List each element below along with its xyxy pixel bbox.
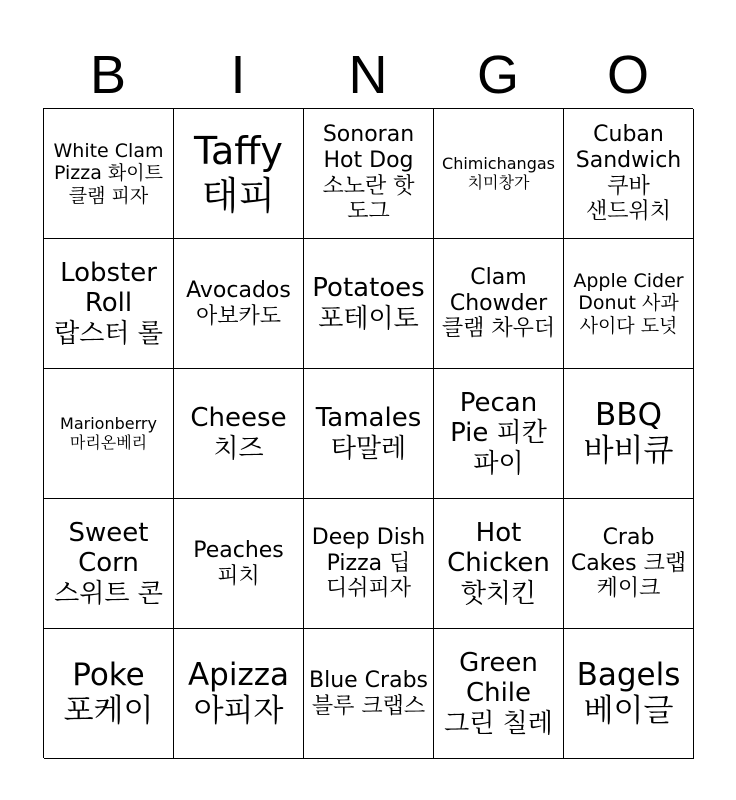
cell-label: Apizza 아피자 <box>187 656 290 729</box>
cell-label: Cuban Sandwich 쿠바 샌드위치 <box>575 122 682 225</box>
bingo-cell[interactable] <box>44 499 174 629</box>
cell-label: Hot Chicken 핫치킨 <box>447 518 550 609</box>
cell-label: Sweet Corn 스위트 콘 <box>54 518 163 609</box>
cell-label: Green Chile 그린 칠레 <box>444 648 553 739</box>
cell-label: Tamales 타말레 <box>315 403 422 464</box>
bingo-cell[interactable] <box>564 239 694 369</box>
bingo-cell[interactable] <box>44 369 174 499</box>
bingo-cell[interactable] <box>304 629 434 759</box>
cell-label: Taffy 태피 <box>194 129 283 218</box>
cell-label: Apple Cider Donut 사과 사이다 도넛 <box>573 270 684 337</box>
cell-label: Peaches 피치 <box>193 537 284 589</box>
cell-label: Poke 포케이 <box>63 656 154 729</box>
bingo-cell[interactable] <box>434 239 564 369</box>
cell-label: Bagels 베이글 <box>576 656 681 729</box>
bingo-cell[interactable] <box>564 499 694 629</box>
cell-label: Avocados 아보카도 <box>186 277 291 329</box>
header-letter-b: B <box>89 45 127 105</box>
bingo-cell[interactable] <box>304 499 434 629</box>
cell-label: Chimichangas 치미창가 <box>442 153 555 192</box>
bingo-cell[interactable] <box>304 239 434 369</box>
header-letter-i: I <box>230 45 246 105</box>
cell-label: Marionberry 마리온베리 <box>60 413 157 452</box>
bingo-cell[interactable] <box>304 369 434 499</box>
cell-label: Pecan Pie 피칸 파이 <box>450 388 547 479</box>
bingo-board <box>43 108 693 758</box>
header-letter-g: G <box>476 45 519 105</box>
bingo-cell[interactable] <box>304 109 434 239</box>
bingo-cell[interactable] <box>174 109 304 239</box>
header-letter-o: O <box>606 45 649 105</box>
bingo-cell[interactable] <box>434 109 564 239</box>
cell-label: White Clam Pizza 화이트 클램 피자 <box>53 140 164 207</box>
cell-label: Crab Cakes 크랩 케이크 <box>570 525 687 602</box>
bingo-cell[interactable] <box>174 239 304 369</box>
bingo-cell[interactable] <box>174 499 304 629</box>
bingo-cell[interactable] <box>434 499 564 629</box>
bingo-cell[interactable] <box>44 629 174 759</box>
bingo-cell[interactable] <box>434 629 564 759</box>
bingo-header <box>43 44 693 106</box>
cell-label: Potatoes 포테이토 <box>312 273 425 334</box>
bingo-cell[interactable] <box>174 629 304 759</box>
bingo-cell[interactable] <box>564 369 694 499</box>
cell-label: Lobster Roll 랍스터 롤 <box>54 258 163 349</box>
cell-label: Blue Crabs 블루 크랩스 <box>309 667 428 719</box>
cell-label: Deep Dish Pizza 딥 디쉬피자 <box>311 525 426 602</box>
bingo-cell[interactable] <box>564 629 694 759</box>
bingo-cell[interactable] <box>44 239 174 369</box>
cell-label: Cheese 치즈 <box>190 403 287 464</box>
bingo-cell[interactable] <box>174 369 304 499</box>
bingo-cell[interactable] <box>44 109 174 239</box>
cell-label: BBQ 바비큐 <box>583 396 674 469</box>
bingo-cell[interactable] <box>564 109 694 239</box>
bingo-cell[interactable] <box>434 369 564 499</box>
cell-label: Clam Chowder 클램 차우더 <box>441 265 556 342</box>
header-letter-n: N <box>348 45 388 105</box>
cell-label: Sonoran Hot Dog 소노란 핫 도그 <box>322 122 415 225</box>
